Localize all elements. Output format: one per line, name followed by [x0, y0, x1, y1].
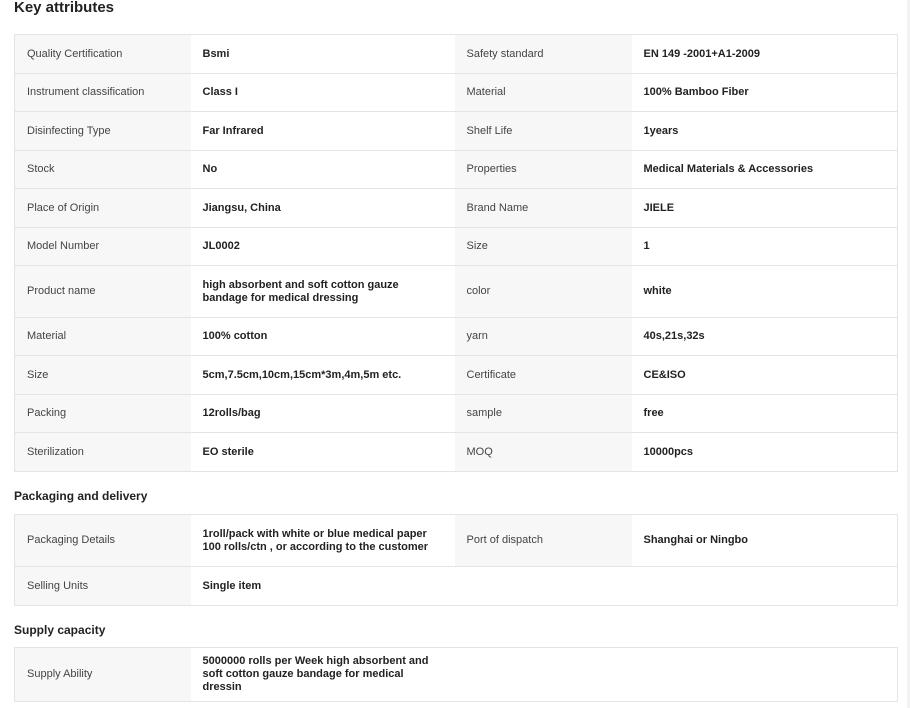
attribute-label: Certificate: [455, 356, 632, 395]
attribute-value: free: [632, 395, 898, 433]
table-row: [15, 395, 898, 433]
table-row: [15, 266, 898, 318]
attribute-value: JL0002: [191, 228, 455, 266]
table-row: [15, 356, 898, 395]
key-attributes-table: [14, 34, 898, 472]
attribute-label: Stock: [15, 151, 191, 189]
attribute-label: Quality Certification: [15, 35, 191, 74]
empty-cell: [632, 567, 898, 606]
attribute-value: Jiangsu, China: [191, 189, 455, 228]
attribute-label: Material: [455, 74, 632, 112]
attribute-label: Packing: [15, 395, 191, 433]
attribute-label: Size: [15, 356, 191, 395]
attribute-label: Sterilization: [15, 433, 191, 472]
attribute-label: Material: [15, 318, 191, 356]
attribute-label: Port of dispatch: [455, 515, 632, 567]
attribute-value: Single item: [191, 567, 455, 606]
attribute-label: Supply Ability: [15, 648, 191, 702]
attribute-label: color: [455, 266, 632, 318]
attribute-value: high absorbent and soft cotton gauze bandage for medical dressing: [191, 266, 455, 318]
attribute-value: 100% cotton: [191, 318, 455, 356]
table-row: [15, 74, 898, 112]
attribute-label: sample: [455, 395, 632, 433]
attribute-value: No: [191, 151, 455, 189]
attribute-label: Packaging Details: [15, 515, 191, 567]
attribute-value: JIELE: [632, 189, 898, 228]
table-row: [15, 112, 898, 151]
attribute-label: Model Number: [15, 228, 191, 266]
attribute-value: Medical Materials & Accessories: [632, 151, 898, 189]
attribute-value: Far Infrared: [191, 112, 455, 151]
empty-cell: [455, 648, 632, 702]
attribute-label: Safety standard: [455, 35, 632, 74]
attribute-label: MOQ: [455, 433, 632, 472]
attribute-label: Selling Units: [15, 567, 191, 606]
attribute-value: Class I: [191, 74, 455, 112]
attribute-value: 5cm,7.5cm,10cm,15cm*3m,4m,5m etc.: [191, 356, 455, 395]
attribute-value: white: [632, 266, 898, 318]
packaging-delivery-title: Packaging and delivery: [14, 489, 148, 503]
attribute-label: Place of Origin: [15, 189, 191, 228]
supply-capacity-title: Supply capacity: [14, 623, 106, 637]
table-row: [15, 228, 898, 266]
supply-capacity-table: [14, 647, 898, 702]
attribute-label: Brand Name: [455, 189, 632, 228]
table-row: [15, 189, 898, 228]
attribute-label: Product name: [15, 266, 191, 318]
attribute-value: Bsmi: [191, 35, 455, 74]
empty-cell: [632, 648, 898, 702]
empty-cell: [455, 567, 632, 606]
packaging-delivery-table: [14, 514, 898, 606]
attribute-label: Shelf Life: [455, 112, 632, 151]
attribute-label: Size: [455, 228, 632, 266]
table-row: [15, 648, 898, 702]
attribute-value: EN 149 -2001+A1-2009: [632, 35, 898, 74]
attribute-label: Disinfecting Type: [15, 112, 191, 151]
table-row: [15, 567, 898, 606]
table-row: [15, 318, 898, 356]
attribute-value: 10000pcs: [632, 433, 898, 472]
table-row: [15, 515, 898, 567]
attribute-value: 5000000 rolls per Week high absorbent and soft cotton gauze bandage for medical dressin: [191, 648, 455, 702]
attribute-value: EO sterile: [191, 433, 455, 472]
table-row: [15, 35, 898, 74]
attribute-value: 1roll/pack with white or blue medical paper 100 rolls/ctn , or according to the customer: [191, 515, 455, 567]
table-row: [15, 433, 898, 472]
table-row: [15, 151, 898, 189]
key-attributes-title: Key attributes: [14, 0, 115, 16]
attribute-label: yarn: [455, 318, 632, 356]
attribute-label: Instrument classification: [15, 74, 191, 112]
attribute-label: Properties: [455, 151, 632, 189]
attribute-value: CE&ISO: [632, 356, 898, 395]
attribute-value: 1years: [632, 112, 898, 151]
attribute-value: 12rolls/bag: [191, 395, 455, 433]
attribute-value: 1: [632, 228, 898, 266]
attribute-value: 100% Bamboo Fiber: [632, 74, 898, 112]
attribute-value: Shanghai or Ningbo: [632, 515, 898, 567]
attribute-value: 40s,21s,32s: [632, 318, 898, 356]
